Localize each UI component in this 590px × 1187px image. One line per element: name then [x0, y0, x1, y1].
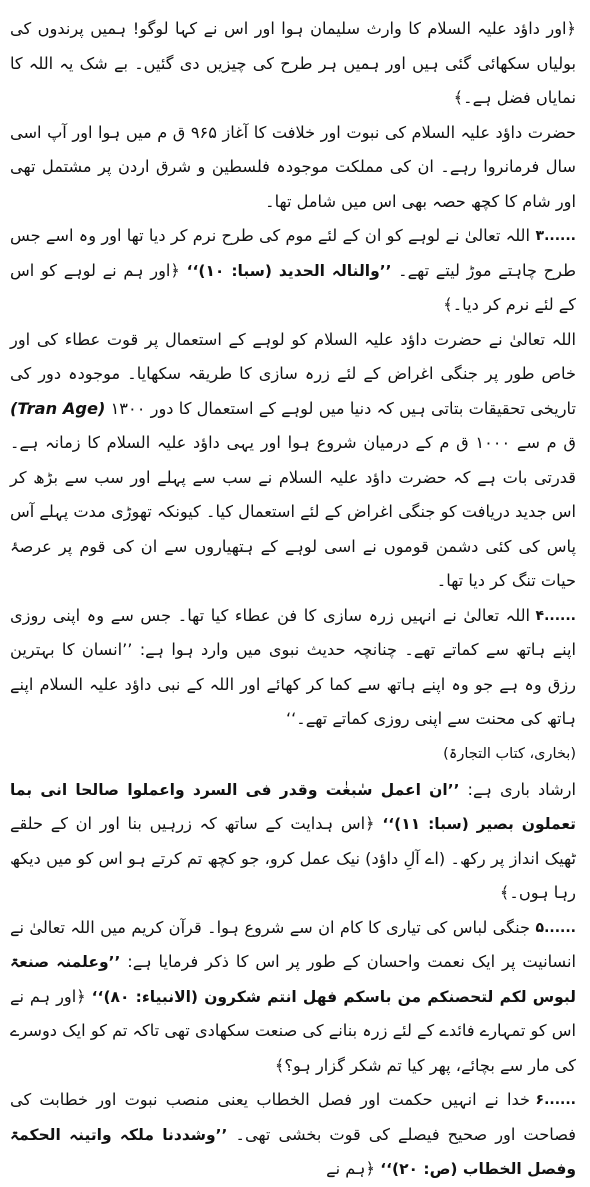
quran-ayah: ’’والنالہ الحدید (سبا: ۱۰)‘‘ — [186, 261, 392, 280]
point-number: ۴...... — [535, 607, 576, 624]
quran-ayah: ’’ان اعمل سٰبغٰت وقدر فی السرد واعملوا صالحا انی بما تعملون بصیر (سبا: ۱۱)‘‘ — [10, 780, 576, 833]
ayah-translation: ﴿اور ہم نے اس کو تمہارے فائدے کے لئے زرہ بنانے کی صنعت سکھادی تھی تاکہ تم کو ایک دوسرے کی مار سے بچائے، پھر کیا تم شکر گزار ہو؟﴾ — [10, 986, 576, 1075]
paragraph-text: اللہ تعالیٰ نے لوہے کو ان کے لئے موم کی طرح نرم کر دیا تھا اور وہ اسے جس طرح چاہتے موڑ لیتے تھے۔ — [10, 226, 576, 280]
paragraph-text: ارشاد باری ہے: — [467, 779, 576, 799]
paragraph-text: ﴿اور داؤد علیہ السلام کا وارث سلیمان ہوا اور اس نے کہا لوگو! ہمیں پرندوں کی بولیاں سکھائی گئی ہیں اور ہمیں ہر طرح کی چیزیں دی گئیں۔ بے شک یہ اللہ کا نمایاں فضل ہے۔﴾ — [10, 19, 576, 107]
point-3-iron-softened — [10, 219, 576, 323]
paragraph-sulaiman-inherits — [10, 12, 576, 116]
iron-age-english-term: (Tran Age) — [10, 398, 106, 418]
ayah-translation: ﴿اس ہدایت کے ساتھ کہ زرہیں بنا اور ان کے حلقے ٹھیک انداز پر رکھ۔ (اے آلِ داؤد) نیک عمل کرو، جو کچھ تم کرتے ہو اس کو میں دیکھ رہا ہوں۔﴾ — [10, 814, 576, 902]
point-number: ۶...... — [535, 1092, 576, 1108]
ayah-translation: ﴿ہم نے — [326, 1159, 376, 1178]
point-number: ۵...... — [535, 919, 576, 936]
quran-ayah: ’’وشددنا ملکہ واتینہ الحکمۃ وفصل الخطاب (ص: ۲۰)‘‘ — [10, 1125, 576, 1178]
point-number: ۳...... — [535, 228, 576, 244]
paragraph-text: ۱۳۰۰ ق م سے ۱۰۰۰ ق م کے درمیان شروع ہوا اور یہی داؤد علیہ السلام کا زمانہ ہے۔ قدرتی بات ہے کہ حضرت داؤد علیہ السلام نے سب سے پہلے اور سب سے بڑھ کر اس جدید دریافت کو جنگی اغراض کے لئے استعمال کیا۔ کیونکہ تھوڑی مدت پہلے آس پاس کی کئی دشمن قوموں نے اسی لوہے کے ہتھیاروں سے ان کی قوم پر عرصۂ حیات تنگ کر دیا تھا۔ — [10, 398, 576, 590]
point-5-war-garments — [10, 911, 576, 1084]
paragraph-dawud-reign — [10, 116, 576, 220]
point-4-armour-craft — [10, 599, 576, 737]
paragraph-text: حضرت داؤد علیہ السلام کی نبوت اور خلافت کا آغاز ۹۶۵ ق م میں ہوا اور آپ اسی سال فرمانروا رہے۔ ان کی مملکت موجودہ فلسطین و شرق اردن پر مشتمل تھی اور شام کا کچھ حصہ بھی اس میں شامل تھا۔ — [10, 122, 576, 211]
point-6-wisdom — [10, 1083, 576, 1187]
paragraph-text: جنگی لباس کی تیاری کا کام ان سے شروع ہوا۔ قرآن کریم میں اللہ تعالیٰ نے انسانیت پر ایک نعمت واحسان کے طور پر اس کا ذکر فرمایا ہے: — [10, 917, 576, 971]
paragraph-text: اللہ تعالیٰ نے حضرت داؤد علیہ السلام کو لوہے کے استعمال پر قوت عطاء کی اور خاص طور پر جنگی اغراض کے لئے زرہ سازی کا طریقہ سکھایا۔ موجودہ دور کی تاریخی تحقیقات بتاتی ہیں کہ دنیا میں لوہے کے استعمال کا دور — [10, 329, 576, 418]
paragraph-divine-command — [10, 773, 576, 911]
paragraph-text: اللہ تعالیٰ نے انہیں زرہ سازی کا فن عطاء کیا تھا۔ جس سے وہ اپنی روزی اپنے ہاتھ سے کماتے تھے۔ چنانچہ حدیث نبوی میں وارد ہوا ہے: ’’انسان کا بہترین رزق وہ ہے جو وہ اپنے ہاتھ سے کما کر کھائے اور اللہ کے نبی داؤد علیہ السلام اپنے ہاتھ کی محنت سے اپنی روزی کماتے تھے۔‘‘ — [10, 605, 576, 728]
paragraph-iron-age — [10, 323, 576, 599]
reference-text: (بخاری، کتاب التجارۃ) — [443, 745, 576, 762]
paragraph-text: خدا نے انہیں حکمت اور فصل الخطاب یعنی منصب نبوت اور خطابت کی فصاحت اور صحیح فیصلے کی قوت بخشی تھی۔ — [10, 1090, 576, 1144]
quran-ayah: ’’وعلمنہ صنعۃ لبوس لکم لتحصنکم من باسکم فھل انتم شکرون (الانبیاء: ۸۰)‘‘ — [10, 953, 576, 1006]
ayah-translation: ﴿اور ہم نے لوہے کو اس کے لئے نرم کر دیا۔﴾ — [10, 260, 576, 314]
hadith-reference — [10, 739, 576, 769]
